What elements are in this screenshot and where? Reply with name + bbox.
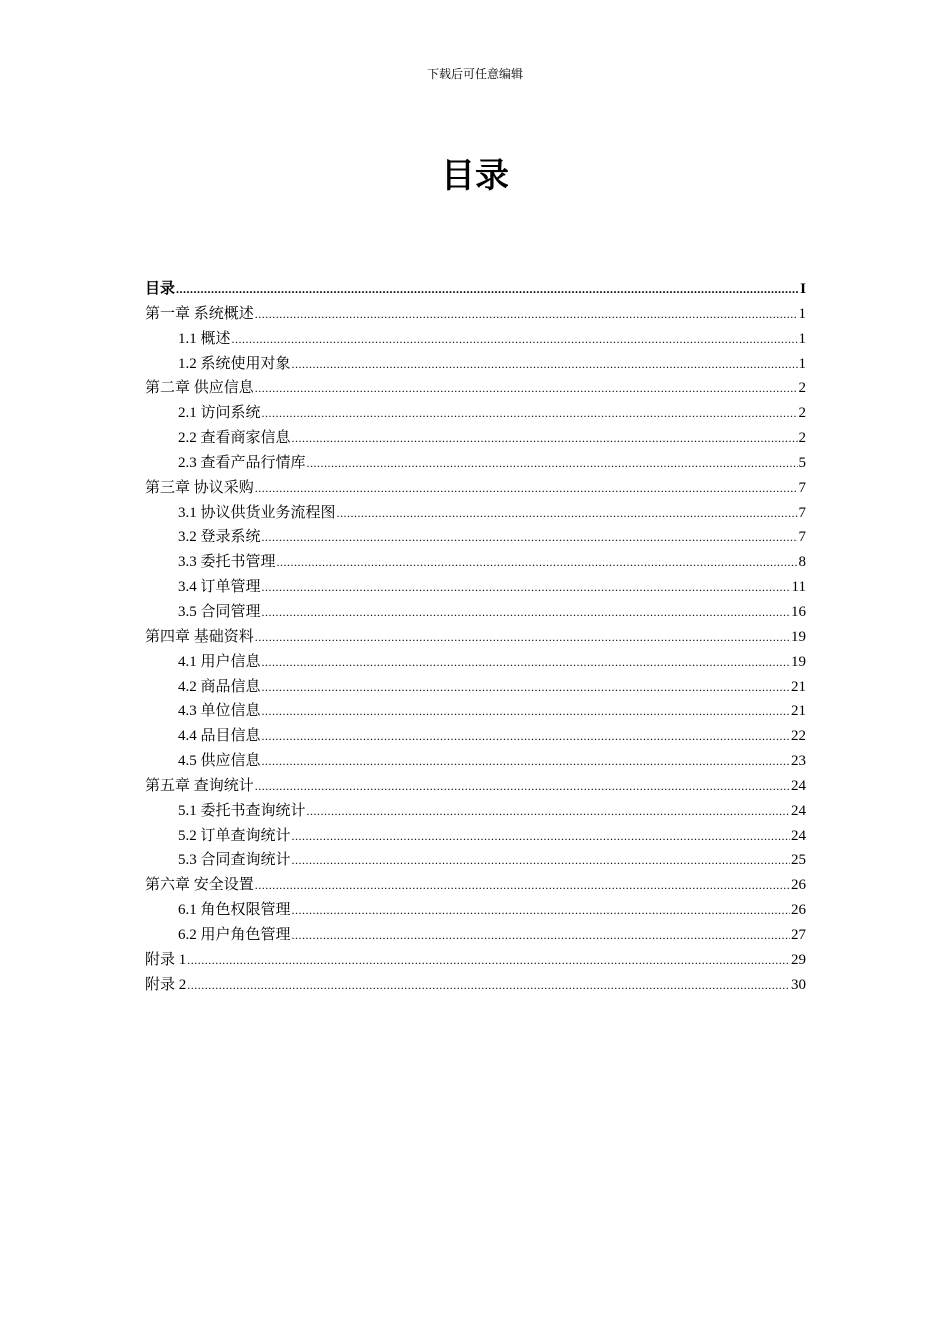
toc-entry[interactable] (145, 923, 806, 948)
toc-entry[interactable] (145, 898, 806, 923)
toc-entry[interactable] (145, 525, 806, 550)
toc-entry[interactable] (145, 625, 806, 650)
toc-dot-leader (187, 973, 790, 998)
toc-entry[interactable] (145, 327, 806, 352)
toc-dot-leader (337, 501, 798, 526)
toc-entry[interactable] (145, 675, 806, 700)
toc-dot-leader (292, 898, 790, 923)
toc-entry-page-number: 26 (791, 902, 806, 919)
toc-entry-page-number: 26 (791, 877, 806, 894)
toc-entry-page-number: 2 (798, 430, 806, 447)
toc-entry-page-number: 5 (798, 454, 806, 471)
toc-dot-leader (262, 724, 790, 749)
toc-entry[interactable] (145, 600, 806, 625)
toc-dot-leader (262, 650, 790, 675)
toc-entry-page-number: 22 (791, 728, 806, 745)
toc-entry-label: 附录 1 (145, 951, 187, 968)
toc-dot-leader (255, 376, 798, 401)
toc-entry-label: 6.1 角色权限管理 (178, 902, 291, 919)
toc-dot-leader (262, 401, 798, 426)
toc-entry-page-number: 7 (798, 504, 806, 521)
toc-entry[interactable] (145, 501, 806, 526)
toc-entry[interactable] (145, 848, 806, 873)
toc-entry[interactable] (145, 401, 806, 426)
toc-entry-label: 4.4 品目信息 (178, 728, 261, 745)
toc-dot-leader (232, 327, 798, 352)
toc-dot-leader (255, 476, 798, 501)
toc-dot-leader (255, 302, 798, 327)
toc-entry[interactable] (145, 550, 806, 575)
toc-entry-page-number: 7 (798, 479, 806, 496)
toc-entry-page-number: 2 (798, 405, 806, 422)
toc-entry-label: 5.2 订单查询统计 (178, 827, 291, 844)
toc-entry[interactable] (145, 799, 806, 824)
toc-entry-page-number: 2 (798, 380, 806, 397)
toc-dot-leader (262, 675, 790, 700)
toc-entry[interactable] (145, 451, 806, 476)
toc-entry[interactable] (145, 650, 806, 675)
toc-entry-label: 4.5 供应信息 (178, 753, 261, 770)
toc-dot-leader (307, 451, 798, 476)
toc-dot-leader (176, 277, 799, 302)
toc-entry-page-number: 21 (791, 678, 806, 695)
toc-entry[interactable] (145, 699, 806, 724)
toc-entry[interactable] (145, 575, 806, 600)
toc-entry-label: 3.2 登录系统 (178, 529, 261, 546)
toc-entry-label: 3.3 委托书管理 (178, 554, 276, 571)
toc-dot-leader (262, 525, 798, 550)
table-of-contents (145, 277, 806, 997)
toc-dot-leader (262, 600, 790, 625)
toc-entry-label: 2.3 查看产品行情库 (178, 454, 306, 471)
toc-dot-leader (262, 749, 790, 774)
toc-entry-page-number: 11 (791, 579, 806, 596)
toc-dot-leader (255, 625, 790, 650)
toc-entry[interactable] (145, 426, 806, 451)
toc-dot-leader (292, 824, 790, 849)
toc-entry-page-number: 24 (791, 777, 806, 794)
toc-entry-page-number: 29 (791, 951, 806, 968)
toc-entry-label: 3.4 订单管理 (178, 579, 261, 596)
toc-entry[interactable] (145, 824, 806, 849)
toc-entry-page-number: 16 (791, 603, 806, 620)
toc-entry[interactable] (145, 749, 806, 774)
toc-entry-page-number: 24 (791, 827, 806, 844)
toc-entry[interactable] (145, 352, 806, 377)
toc-entry-page-number: 27 (791, 926, 806, 943)
toc-dot-leader (307, 799, 790, 824)
toc-entry-label: 4.2 商品信息 (178, 678, 261, 695)
toc-entry-page-number: 21 (791, 703, 806, 720)
toc-entry-label: 1.2 系统使用对象 (178, 355, 291, 372)
toc-entry[interactable] (145, 277, 806, 302)
toc-entry-label: 4.3 单位信息 (178, 703, 261, 720)
toc-entry-page-number: 19 (791, 653, 806, 670)
toc-entry[interactable] (145, 873, 806, 898)
toc-entry-label: 第四章 基础资料 (145, 628, 254, 645)
toc-dot-leader (187, 948, 790, 973)
toc-entry-page-number: 8 (798, 554, 806, 571)
toc-entry-label: 第六章 安全设置 (145, 877, 254, 894)
toc-entry-label: 2.1 访问系统 (178, 405, 261, 422)
toc-entry-label: 2.2 查看商家信息 (178, 430, 291, 447)
toc-dot-leader (292, 352, 798, 377)
toc-entry-label: 第五章 查询统计 (145, 777, 254, 794)
toc-dot-leader (255, 774, 790, 799)
toc-entry[interactable] (145, 774, 806, 799)
toc-entry-label: 4.1 用户信息 (178, 653, 261, 670)
toc-entry-page-number: 1 (798, 330, 806, 347)
toc-dot-leader (292, 848, 790, 873)
toc-entry[interactable] (145, 948, 806, 973)
toc-entry-page-number: 25 (791, 852, 806, 869)
toc-dot-leader (262, 575, 791, 600)
toc-dot-leader (292, 426, 798, 451)
toc-entry-label: 目录 (145, 281, 176, 297)
page-title: 目录 (441, 156, 509, 196)
toc-entry-page-number: 24 (791, 802, 806, 819)
toc-dot-leader (292, 923, 790, 948)
toc-dot-leader (255, 873, 790, 898)
toc-entry-page-number: 30 (791, 976, 806, 993)
toc-entry-page-number: 23 (791, 753, 806, 770)
toc-entry-label: 3.5 合同管理 (178, 603, 261, 620)
toc-entry-label: 5.3 合同查询统计 (178, 852, 291, 869)
toc-entry[interactable] (145, 476, 806, 501)
toc-entry-page-number: I (800, 281, 806, 297)
toc-entry-label: 附录 2 (145, 976, 187, 993)
toc-entry-label: 5.1 委托书查询统计 (178, 802, 306, 819)
toc-entry[interactable] (145, 376, 806, 401)
toc-entry-page-number: 1 (798, 305, 806, 322)
header-note: 下载后可任意编辑 (426, 67, 523, 81)
toc-entry-page-number: 19 (791, 628, 806, 645)
toc-entry-page-number: 7 (798, 529, 806, 546)
toc-entry[interactable] (145, 973, 806, 998)
toc-entry-label: 第二章 供应信息 (145, 380, 254, 397)
toc-dot-leader (277, 550, 798, 575)
toc-entry-label: 第一章 系统概述 (145, 305, 254, 322)
toc-entry[interactable] (145, 302, 806, 327)
toc-entry-label: 6.2 用户角色管理 (178, 926, 291, 943)
toc-entry-label: 3.1 协议供货业务流程图 (178, 504, 336, 521)
toc-entry-page-number: 1 (798, 355, 806, 372)
toc-dot-leader (262, 699, 790, 724)
toc-entry-label: 第三章 协议采购 (145, 479, 254, 496)
toc-entry-label: 1.1 概述 (178, 330, 231, 347)
toc-entry[interactable] (145, 724, 806, 749)
